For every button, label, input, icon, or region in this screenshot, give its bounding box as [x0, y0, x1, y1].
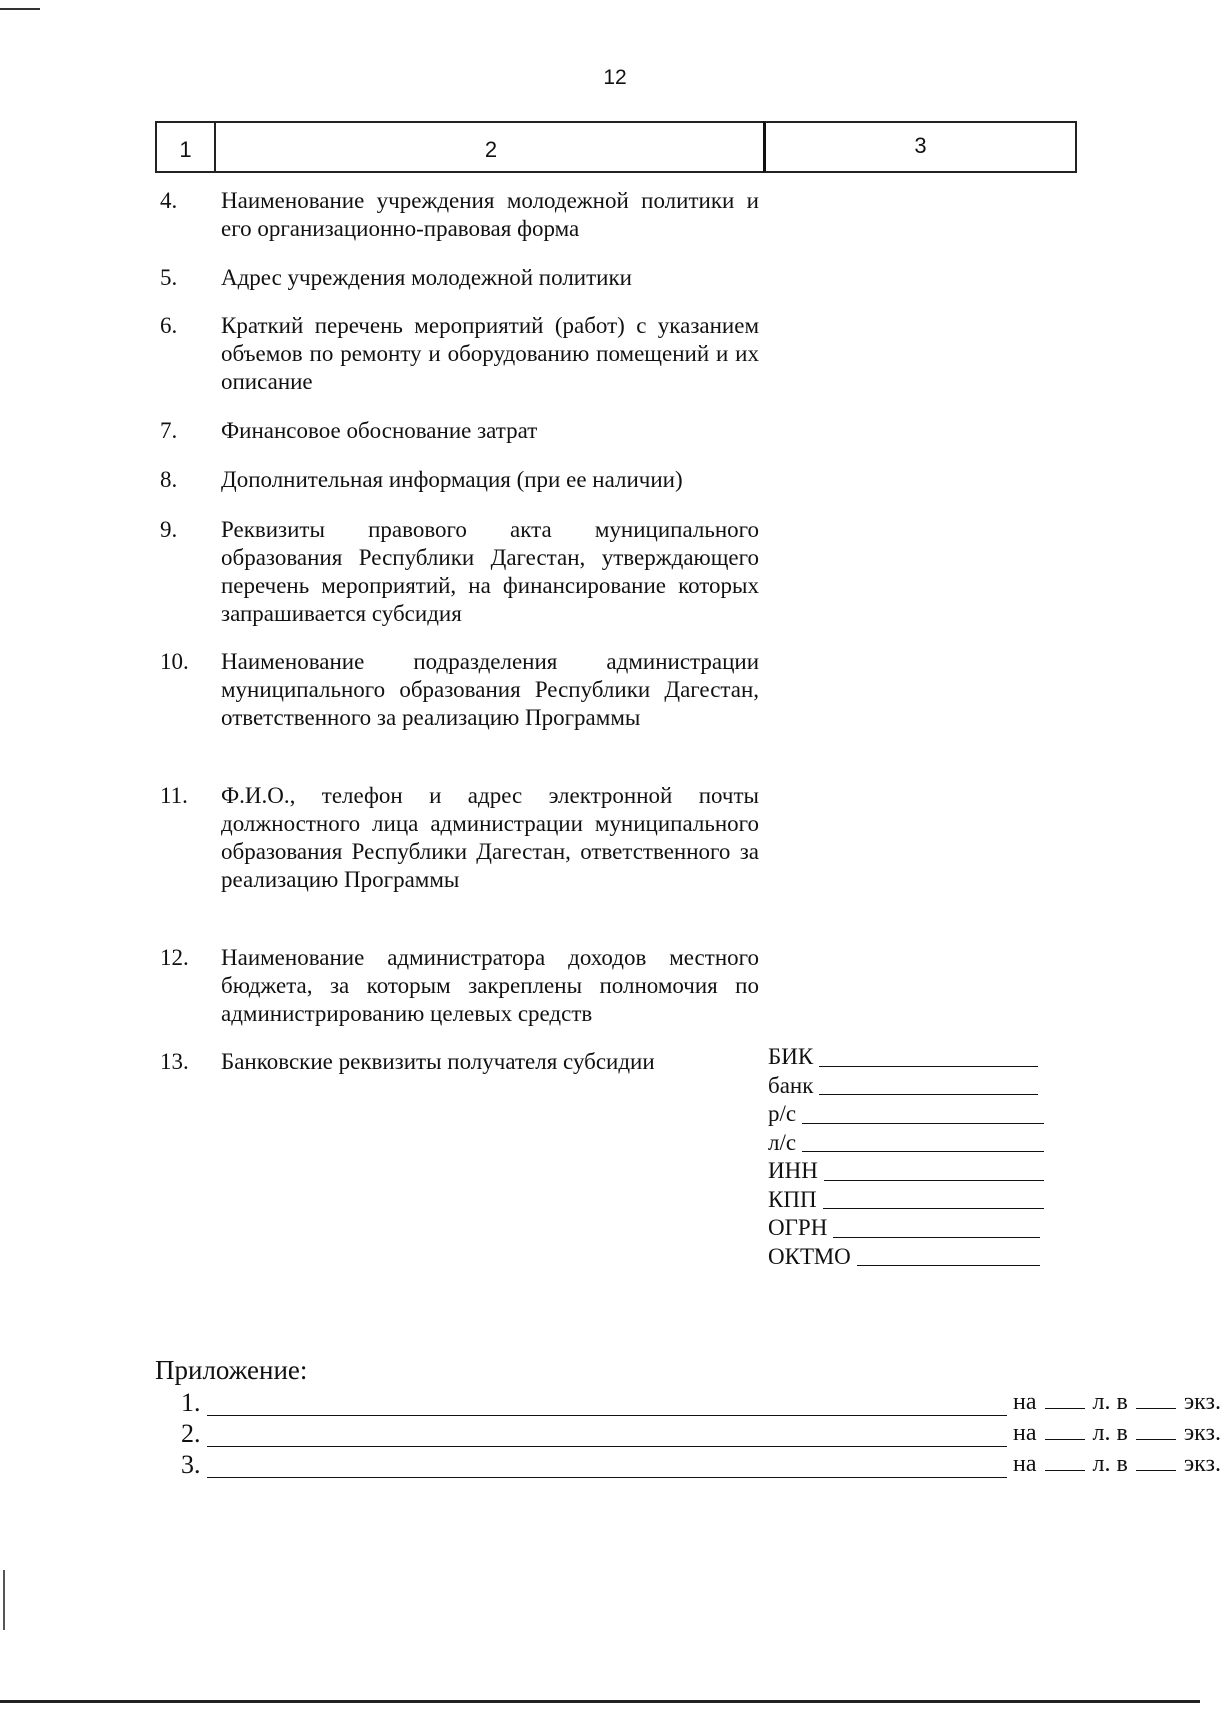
item-text: Краткий перечень мероприятий (работ) с указанием объемов по ремонту и оборудованию помещений и их описание	[221, 313, 759, 394]
bank-field-label: КПП	[768, 1186, 817, 1212]
fill-in-blank	[1045, 1450, 1085, 1471]
item-text: Дополнительная информация (при ее наличии)	[221, 467, 683, 492]
bank-field	[768, 1157, 1088, 1186]
bank-field	[768, 1186, 1088, 1215]
column-3-header: 3	[763, 121, 1077, 173]
attachment-count	[1013, 1419, 1221, 1447]
item-number: 6.	[160, 313, 178, 338]
item-number: 4.	[160, 188, 178, 213]
table-header	[155, 121, 1077, 173]
sheets-label: л. в	[1092, 1451, 1128, 1477]
fill-in-line	[802, 1151, 1044, 1152]
item-text: Наименование подразделения администрации муниципального образования Республики Дагестан, ответственного за реализацию Программы	[221, 649, 759, 730]
fill-in-line	[802, 1123, 1044, 1124]
attachment-number: 3.	[181, 1450, 201, 1479]
copies-label: экз.	[1183, 1389, 1221, 1415]
bank-field-label: л/с	[768, 1129, 797, 1155]
fill-in-blank	[1045, 1419, 1085, 1440]
bank-field	[768, 1043, 1088, 1072]
fill-in-line	[207, 1446, 1007, 1447]
attachment-number: 2.	[181, 1419, 201, 1448]
fill-in-blank	[1136, 1388, 1176, 1409]
attachment-count	[1013, 1450, 1221, 1478]
sheets-label: л. в	[1092, 1389, 1128, 1415]
fill-in-blank	[1136, 1419, 1176, 1440]
na-label: на	[1013, 1451, 1037, 1477]
column-2-header: 2	[214, 121, 766, 173]
item-text: Банковские реквизиты получателя субсидии	[221, 1049, 655, 1074]
na-label: на	[1013, 1420, 1037, 1446]
item-number: 5.	[160, 265, 178, 290]
item-number: 12.	[160, 945, 189, 970]
na-label: на	[1013, 1389, 1037, 1415]
fill-in-line	[833, 1237, 1040, 1238]
item-text: Адрес учреждения молодежной политики	[221, 265, 632, 290]
item-number: 10.	[160, 649, 189, 674]
item-text: Наименование учреждения молодежной политики и его организационно-правовая форма	[221, 188, 759, 241]
page-number: 12	[603, 66, 627, 89]
bank-field	[768, 1129, 1088, 1158]
bank-field	[768, 1243, 1088, 1272]
attachment-title: Приложение:	[155, 1355, 308, 1385]
attachment-number: 1.	[181, 1388, 201, 1417]
item-number: 9.	[160, 517, 178, 542]
attachment-row	[155, 1450, 1221, 1484]
fill-in-line	[819, 1066, 1038, 1067]
item-number: 13.	[160, 1049, 189, 1074]
fill-in-line	[207, 1415, 1007, 1416]
fill-in-line	[824, 1180, 1044, 1181]
bank-field	[768, 1214, 1088, 1243]
bank-field-label: ИНН	[768, 1158, 818, 1183]
bank-field-label: БИК	[768, 1044, 814, 1069]
scan-edge	[0, 1700, 1200, 1703]
scan-mark	[3, 1570, 5, 1630]
fill-in-line	[823, 1208, 1044, 1209]
item-text: Ф.И.О., телефон и адрес электронной почты должностного лица администрации муниципального образования Республики Дагестан, ответственного за реализацию Программы	[221, 783, 759, 892]
item-text: Финансовое обоснование затрат	[221, 418, 538, 443]
item-text: Наименование администратора доходов местного бюджета, за которым закреплены полномочия по администрированию целевых средств	[221, 945, 759, 1026]
fill-in-blank	[1136, 1450, 1176, 1471]
item-number: 8.	[160, 467, 178, 492]
attachment-row	[155, 1388, 1221, 1422]
scan-mark	[0, 8, 40, 10]
column-1-header: 1	[155, 121, 214, 173]
fill-in-line	[207, 1477, 1007, 1478]
copies-label: экз.	[1183, 1420, 1221, 1446]
bank-field-label: банк	[768, 1072, 814, 1098]
fill-in-line	[819, 1094, 1038, 1095]
bank-field	[768, 1072, 1088, 1101]
item-number: 7.	[160, 418, 178, 443]
item-number: 11.	[160, 783, 188, 808]
copies-label: экз.	[1183, 1451, 1221, 1477]
fill-in-line	[857, 1265, 1040, 1266]
bank-field	[768, 1100, 1088, 1129]
bank-field-label: ОГРН	[768, 1215, 828, 1240]
sheets-label: л. в	[1092, 1420, 1128, 1446]
bank-details	[768, 1043, 1088, 1271]
bank-field-label: ОКТМО	[768, 1243, 851, 1269]
attachment-count	[1013, 1388, 1221, 1416]
attachment-row	[155, 1419, 1221, 1453]
fill-in-blank	[1045, 1388, 1085, 1409]
bank-field-label: р/с	[768, 1101, 797, 1126]
item-text: Реквизиты правового акта муниципального образования Республики Дагестан, утверждающего перечень мероприятий, на финансирование которых запрашивается субсидия	[221, 517, 759, 626]
